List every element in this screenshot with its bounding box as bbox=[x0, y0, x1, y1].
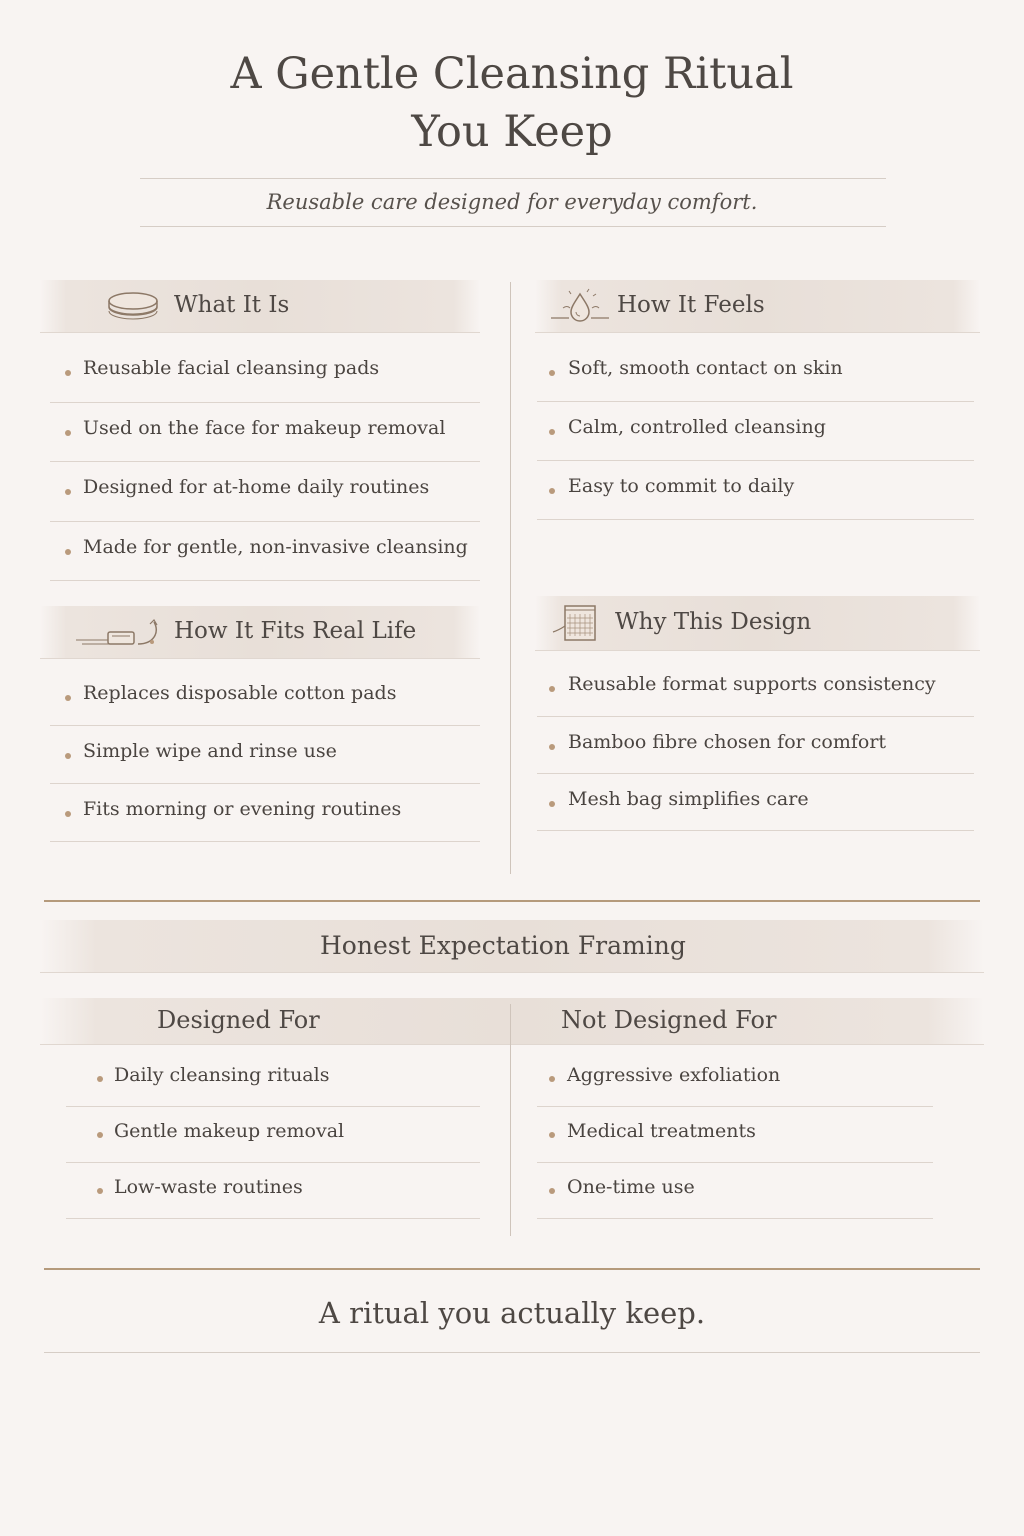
list-designed-for bbox=[66, 1051, 480, 1219]
section-divider bbox=[44, 900, 980, 902]
not-designed-for-title: Not Designed For bbox=[561, 1006, 777, 1034]
list-how-it-feels bbox=[537, 343, 974, 520]
section-header-how-it-feels bbox=[535, 280, 980, 333]
list-item: Low-waste routines bbox=[66, 1163, 480, 1219]
list-item: One-time use bbox=[537, 1163, 933, 1219]
bullet-dot bbox=[65, 695, 71, 701]
page-title: A Gentle Cleansing Ritual bbox=[230, 49, 794, 99]
section-header-how-it-fits bbox=[40, 606, 480, 659]
divider bbox=[140, 178, 886, 179]
expectations-title: Honest Expectation Framing bbox=[320, 931, 686, 960]
section-title: How It Feels bbox=[617, 292, 765, 318]
section-title: Why This Design bbox=[615, 609, 812, 635]
list-item: Replaces disposable cotton pads bbox=[50, 668, 480, 726]
list-item: Daily cleansing rituals bbox=[66, 1051, 480, 1107]
bullet-dot bbox=[549, 429, 555, 435]
list-item: Gentle makeup removal bbox=[66, 1107, 480, 1163]
column-divider bbox=[510, 282, 511, 874]
list-item: Aggressive exfoliation bbox=[537, 1051, 933, 1107]
list-item: Made for gentle, non-invasive cleansing bbox=[50, 522, 480, 581]
bullet-dot bbox=[549, 744, 555, 750]
section-divider bbox=[44, 1268, 980, 1270]
list-item: Calm, controlled cleansing bbox=[537, 402, 974, 461]
bullet-dot bbox=[65, 370, 71, 376]
list-item: Mesh bag simplifies care bbox=[537, 774, 974, 831]
pad-stack-icon bbox=[106, 290, 162, 324]
bullet-dot bbox=[549, 1132, 555, 1138]
section-title: What It Is bbox=[174, 292, 290, 318]
bullet-dot bbox=[549, 370, 555, 376]
expectations-subheader bbox=[40, 998, 984, 1045]
section-title: How It Fits Real Life bbox=[174, 618, 417, 644]
list-how-it-fits bbox=[50, 668, 480, 842]
closing-line: A ritual you actually keep. bbox=[318, 1296, 706, 1330]
expectations-header bbox=[40, 920, 984, 973]
column-divider bbox=[510, 1004, 511, 1236]
list-item: Designed for at-home daily routines bbox=[50, 462, 480, 522]
list-item: Soft, smooth contact on skin bbox=[537, 343, 974, 402]
bullet-dot bbox=[97, 1188, 103, 1194]
bullet-dot bbox=[549, 488, 555, 494]
subtitle: Reusable care designed for everyday comfort. bbox=[266, 190, 758, 214]
list-item: Simple wipe and rinse use bbox=[50, 726, 480, 784]
list-item: Used on the face for makeup removal bbox=[50, 403, 480, 462]
bullet-dot bbox=[549, 686, 555, 692]
bullet-dot bbox=[65, 549, 71, 555]
list-item: Reusable facial cleansing pads bbox=[50, 343, 480, 403]
list-item: Reusable format supports consistency bbox=[537, 659, 974, 717]
bullet-dot bbox=[549, 1188, 555, 1194]
bullet-dot bbox=[549, 801, 555, 807]
list-item: Medical treatments bbox=[537, 1107, 933, 1163]
bullet-dot bbox=[97, 1132, 103, 1138]
divider bbox=[140, 226, 886, 227]
list-item: Bamboo fibre chosen for comfort bbox=[537, 717, 974, 774]
mesh-bag-icon bbox=[551, 602, 603, 644]
bullet-dot bbox=[65, 811, 71, 817]
bullet-dot bbox=[65, 753, 71, 759]
bullet-dot bbox=[97, 1076, 103, 1082]
water-drop-icon bbox=[549, 288, 611, 324]
designed-for-title: Designed For bbox=[157, 1006, 320, 1034]
page-title-line2: You Keep bbox=[411, 107, 613, 157]
list-why-this-design bbox=[537, 659, 974, 831]
list-item: Easy to commit to daily bbox=[537, 461, 974, 520]
bullet-dot bbox=[549, 1076, 555, 1082]
pad-swipe-icon bbox=[76, 612, 168, 652]
list-item: Fits morning or evening routines bbox=[50, 784, 480, 842]
section-header-what-it-is bbox=[40, 280, 480, 333]
list-what-it-is bbox=[50, 343, 480, 581]
divider bbox=[44, 1352, 980, 1353]
section-header-why-this-design bbox=[535, 596, 980, 651]
bullet-dot bbox=[65, 430, 71, 436]
bullet-dot bbox=[65, 489, 71, 495]
list-not-designed-for bbox=[537, 1051, 933, 1219]
